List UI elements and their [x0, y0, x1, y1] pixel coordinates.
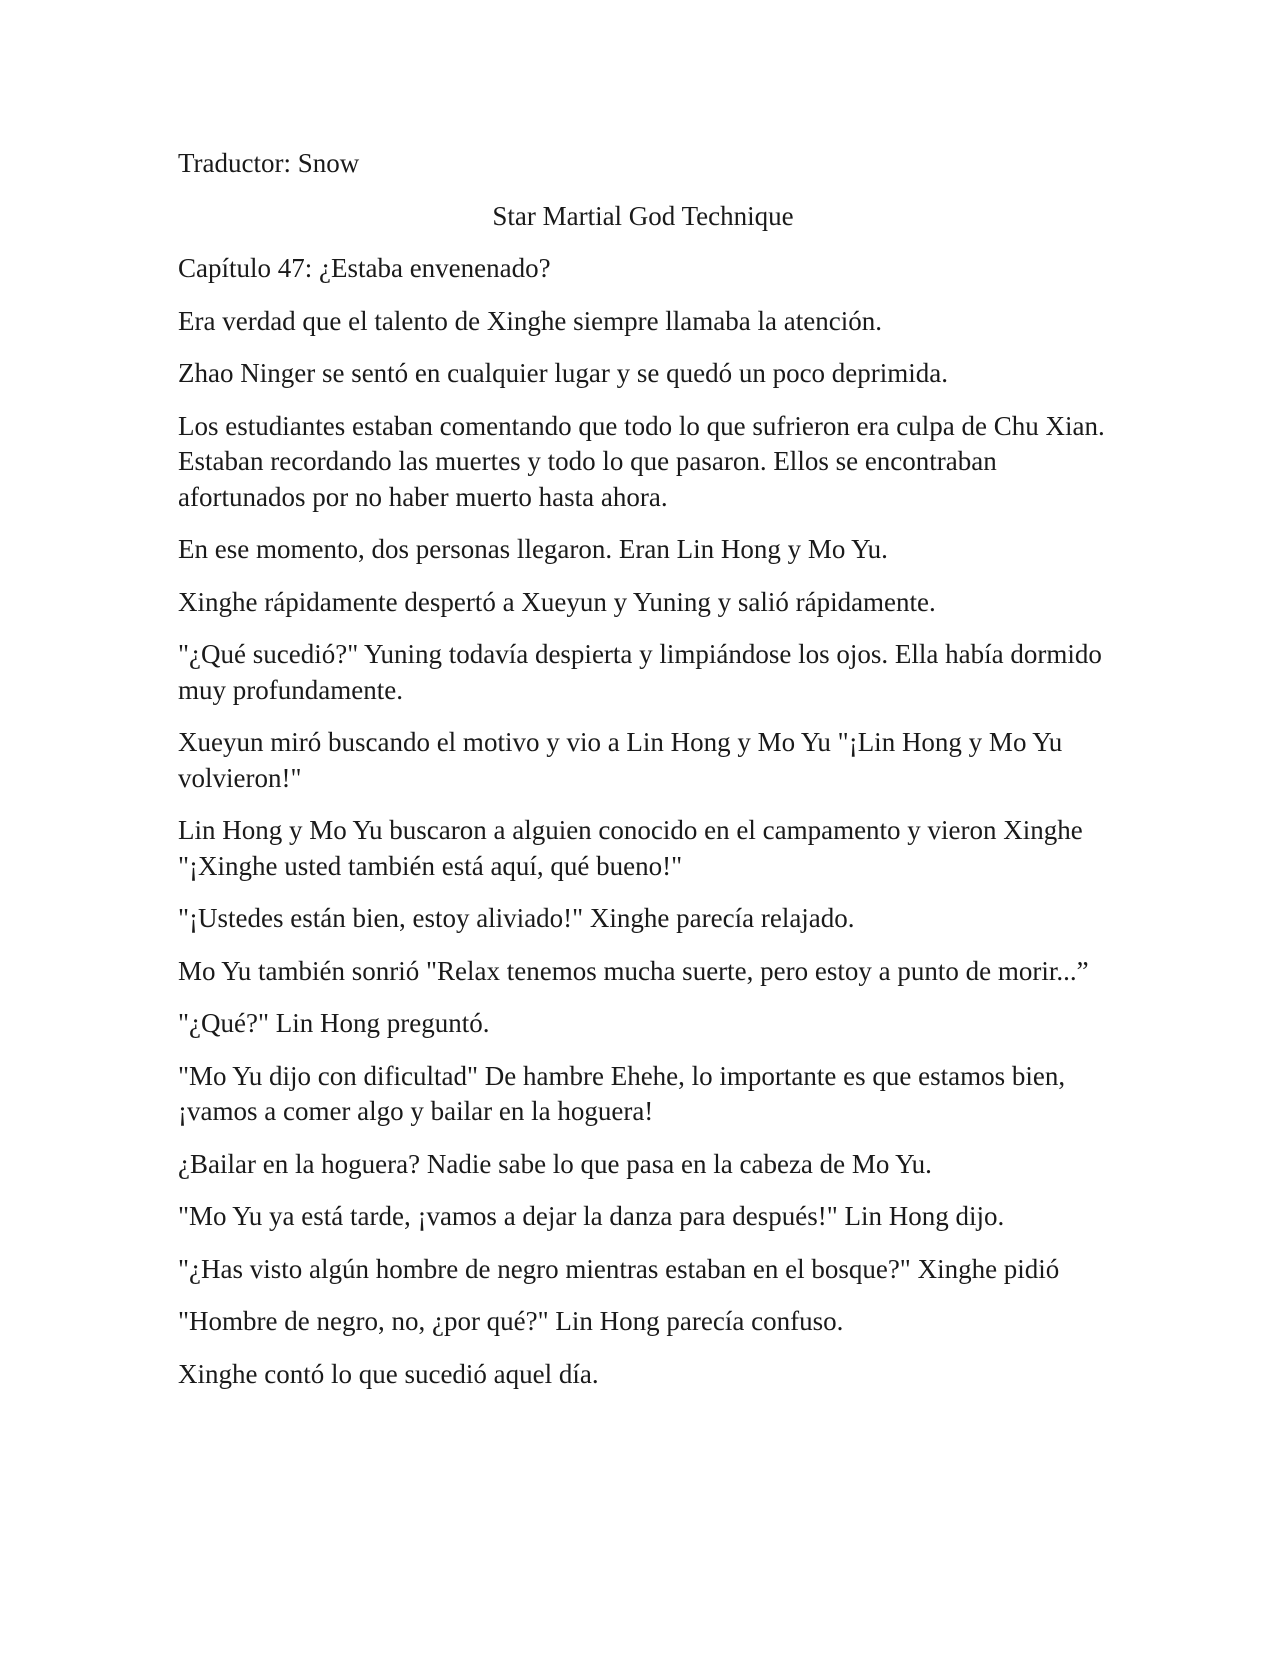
paragraph: "Mo Yu dijo con dificultad" De hambre Ehehe, lo importante es que estamos bien, ¡vamos a comer algo y bailar en la hoguera! — [178, 1060, 1066, 1126]
document-body — [178, 146, 1108, 1409]
translator-line: Traductor: Snow — [178, 148, 360, 178]
paragraph: Xueyun miró buscando el motivo y vio a Lin Hong y Mo Yu "¡Lin Hong y Mo Yu volvieron!" — [178, 727, 1063, 793]
paragraph: Mo Yu también sonrió "Relax tenemos mucha suerte, pero estoy a punto de morir...” — [178, 955, 1089, 986]
paragraph: ¿Bailar en la hoguera? Nadie sabe lo que pasa en la cabeza de Mo Yu. — [178, 1148, 932, 1179]
paragraph: Xinghe rápidamente despertó a Xueyun y Yuning y salió rápidamente. — [178, 586, 936, 617]
paragraph: Zhao Ninger se sentó en cualquier lugar y se quedó un poco deprimida. — [178, 358, 949, 388]
paragraph: "¡Ustedes están bien, estoy aliviado!" Xinghe parecía relajado. — [178, 903, 855, 933]
chapter-heading: Capítulo 47: ¿Estaba envenenado? — [178, 253, 551, 283]
paragraph: "Hombre de negro, no, ¿por qué?" Lin Hong parecía confuso. — [178, 1306, 844, 1336]
paragraph: Era verdad que el talento de Xinghe siempre llamaba la atención. — [178, 305, 882, 336]
paragraph: "¿Qué?" Lin Hong preguntó. — [178, 1008, 490, 1038]
paragraph: "¿Has visto algún hombre de negro mientras estaban en el bosque?" Xinghe pidió — [178, 1253, 1060, 1284]
paragraph: "Mo Yu ya está tarde, ¡vamos a dejar la danza para después!" Lin Hong dijo. — [178, 1201, 1005, 1231]
paragraph: Los estudiantes estaban comentando que todo lo que sufrieron era culpa de Chu Xian. Estaban recordando las muertes y todo lo que pasaron. Ellos se encontraban afortunados por no haber muerto hasta ahora. — [178, 410, 1105, 512]
paragraph: "¿Qué sucedió?" Yuning todavía despierta y limpiándose los ojos. Ella había dormido muy profundamente. — [178, 639, 1102, 705]
paragraph: En ese momento, dos personas llegaron. Eran Lin Hong y Mo Yu. — [178, 534, 888, 564]
paragraph: Xinghe contó lo que sucedió aquel día. — [178, 1358, 599, 1389]
paragraph: Lin Hong y Mo Yu buscaron a alguien conocido en el campamento y vieron Xinghe "¡Xinghe usted también está aquí, qué bueno!" — [178, 815, 1083, 881]
document-title: Star Martial God Technique — [492, 200, 794, 231]
